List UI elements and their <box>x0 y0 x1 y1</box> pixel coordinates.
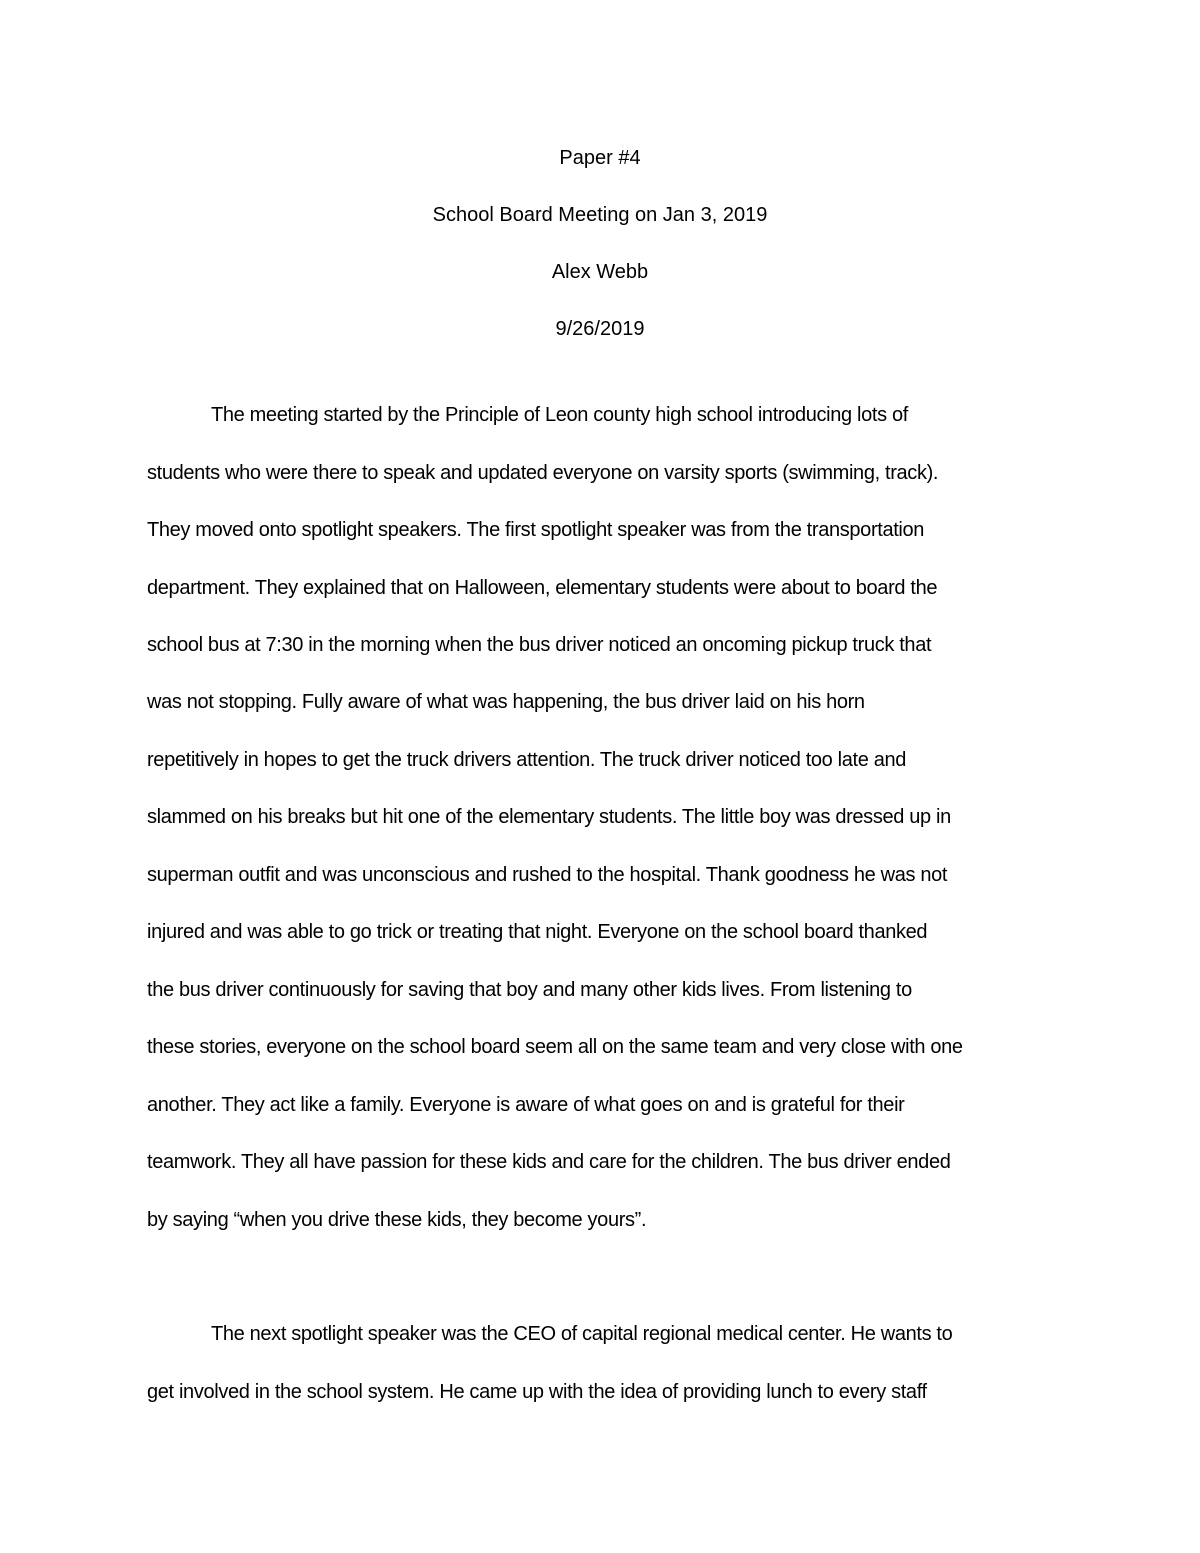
paragraph-line: injured and was able to go trick or treating that night. Everyone on the school board thanked <box>147 921 928 943</box>
paragraph-line: by saying “when you drive these kids, they become yours”. <box>147 1209 647 1231</box>
paper-number: Paper #4 <box>559 147 641 169</box>
author-name: Alex Webb <box>551 261 649 283</box>
paragraph-line: department. They explained that on Halloween, elementary students were about to board the <box>147 577 938 599</box>
paper-title: School Board Meeting on Jan 3, 2019 <box>432 204 768 226</box>
paper-date: 9/26/2019 <box>555 318 645 340</box>
paragraph-line: another. They act like a family. Everyone is aware of what goes on and is grateful for their <box>147 1094 905 1116</box>
paragraph-line: these stories, everyone on the school board seem all on the same team and very close with one <box>147 1036 963 1058</box>
paragraph-line: the bus driver continuously for saving that boy and many other kids lives. From listening to <box>147 979 912 1001</box>
paragraph-line: The meeting started by the Principle of Leon county high school introducing lots of <box>211 404 908 426</box>
paragraph-line: students who were there to speak and updated everyone on varsity sports (swimming, track). <box>147 462 939 484</box>
paragraph-line: was not stopping. Fully aware of what was happening, the bus driver laid on his horn <box>147 691 865 713</box>
paragraph-line: school bus at 7:30 in the morning when the bus driver noticed an oncoming pickup truck that <box>147 634 932 656</box>
paragraph-line: superman outfit and was unconscious and rushed to the hospital. Thank goodness he was not <box>147 864 948 886</box>
paragraph-line: teamwork. They all have passion for these kids and care for the children. The bus driver ended <box>147 1151 951 1173</box>
paragraph-line: They moved onto spotlight speakers. The first spotlight speaker was from the transportation <box>147 519 925 541</box>
paragraph-line: get involved in the school system. He came up with the idea of providing lunch to every staff <box>147 1381 927 1403</box>
paragraph-line: slammed on his breaks but hit one of the elementary students. The little boy was dressed up in <box>147 806 951 828</box>
paragraph-line: The next spotlight speaker was the CEO of capital regional medical center. He wants to <box>211 1323 953 1345</box>
paragraph-line: repetitively in hopes to get the truck drivers attention. The truck driver noticed too late and <box>147 749 907 771</box>
